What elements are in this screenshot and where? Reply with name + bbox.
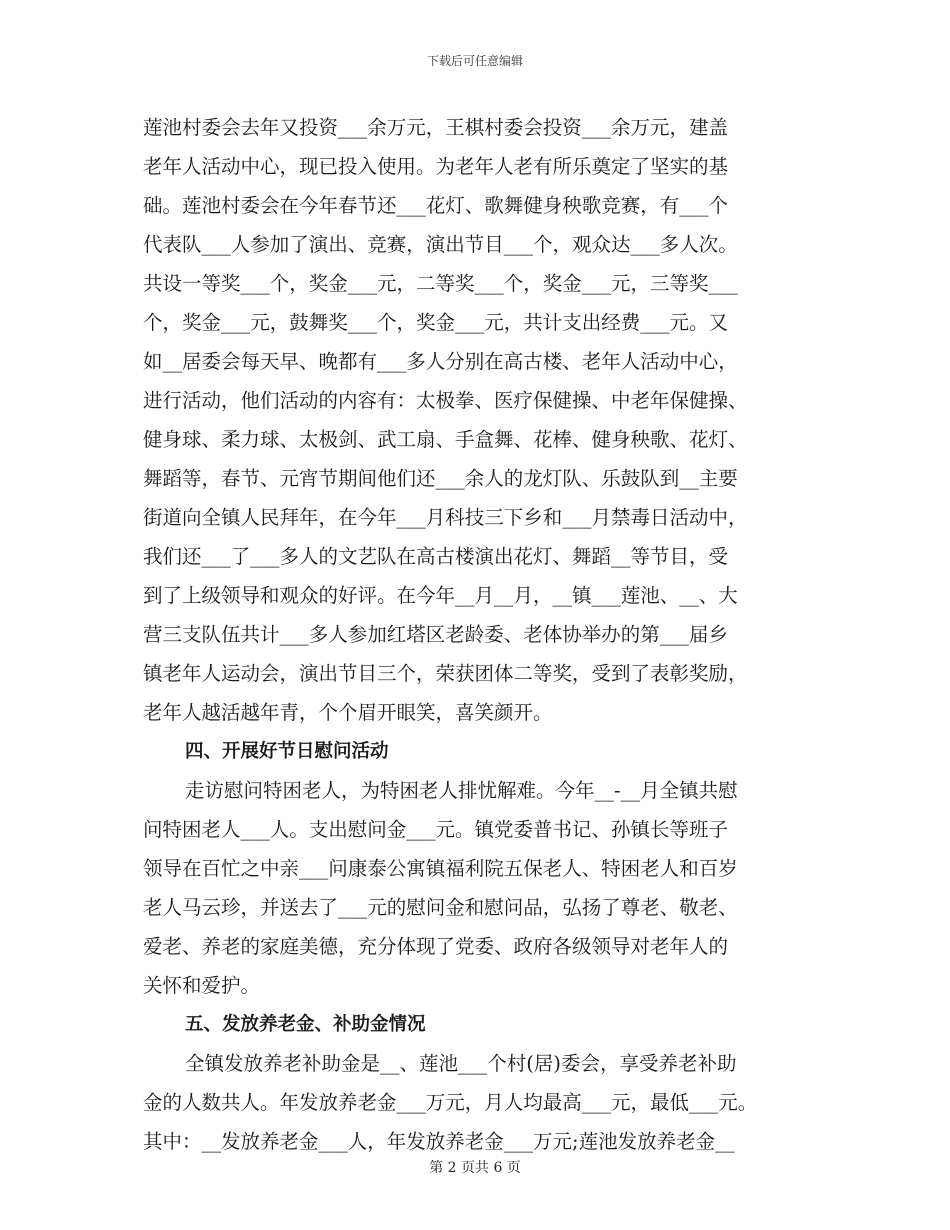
document-body (143, 108, 808, 1161)
text-line: 老年人越活越年青，个个眉开眼笑，喜笑颜开。 (143, 701, 553, 724)
text-line: 爱老、养老的家庭美德，充分体现了党委、政府各级领导对老年人的 (143, 935, 729, 958)
text-line: 舞蹈等，春节、元宵节期间他们还___余人的龙灯队、乐鼓队到__主要 (143, 467, 738, 490)
text-line: 如__居委会每天早、晚都有___多人分别在高古楼、老年人活动中心， (143, 350, 738, 373)
text-line: 镇老年人运动会，演出节目三个，荣获团体二等奖，受到了表彰奖励， (143, 662, 748, 685)
text-line: 老人马云珍，并送去了___元的慰问金和慰问品，弘扬了尊老、敬老、 (143, 896, 738, 919)
text-line: 代表队___人参加了演出、竞赛，演出节目___个，观众达___多人次。 (143, 233, 738, 256)
text-line: 到了上级领导和观众的好评。在今年__月__月，__镇___莲池、__、大 (143, 584, 738, 607)
section-heading: 五、发放养老金、补助金情况 (185, 1014, 426, 1035)
text-line: 营三支队伍共计___多人参加红塔区老龄委、老体协举办的第___届乡 (143, 623, 729, 646)
text-line: 础。莲池村委会在今年春节还___花灯、歌舞健身秧歌竞赛，有___个 (143, 194, 729, 217)
section-heading: 四、开展好节日慰问活动 (185, 741, 389, 762)
text-line: 走访慰问特困老人，为特困老人排忧解难。今年__-__月全镇共慰 (185, 779, 738, 802)
text-line: 我们还___了___多人的文艺队在高古楼演出花灯、舞蹈__等节目，受 (143, 545, 729, 568)
text-line: 共设一等奖___个，奖金___元，二等奖___个，奖金___元，三等奖___ (143, 272, 738, 295)
text-line: 关怀和爱护。 (143, 974, 261, 997)
text-line: 领导在百忙之中亲___问康泰公寓镇福利院五保老人、特困老人和百岁 (143, 857, 738, 880)
page-header: 下载后可任意编辑 (426, 54, 523, 68)
page-footer: 第 2 页共 6 页 (429, 1160, 521, 1176)
text-line: 金的人数共人。年发放养老金___万元，月人均最高___元，最低___元。 (143, 1091, 758, 1114)
text-line: 老年人活动中心，现已投入使用。为老年人老有所乐奠定了坚实的基 (143, 155, 729, 178)
text-line: 街道向全镇人民拜年，在今年___月科技三下乡和___月禁毒日活动中， (143, 506, 748, 529)
text-line: 其中：__发放养老金___人，年发放养老金___万元;莲池发放养老金__ (143, 1130, 735, 1153)
text-line: 全镇发放养老补助金是__、莲池___个村(居)委会，享受养老补助 (185, 1052, 737, 1075)
text-line: 问特困老人___人。支出慰问金___元。镇党委普书记、孙镇长等班子 (143, 818, 729, 841)
text-line: 进行活动，他们活动的内容有：太极拳、医疗保健操、中老年保健操、 (143, 389, 748, 412)
text-line: 健身球、柔力球、太极剑、武工扇、手盒舞、花棒、健身秧歌、花灯、 (143, 428, 748, 451)
text-line: 莲池村委会去年又投资___余万元，王棋村委会投资___余万元，建盖 (143, 116, 729, 139)
text-line: 个，奖金___元，鼓舞奖___个，奖金___元，共计支出经费___元。又 (143, 311, 729, 334)
